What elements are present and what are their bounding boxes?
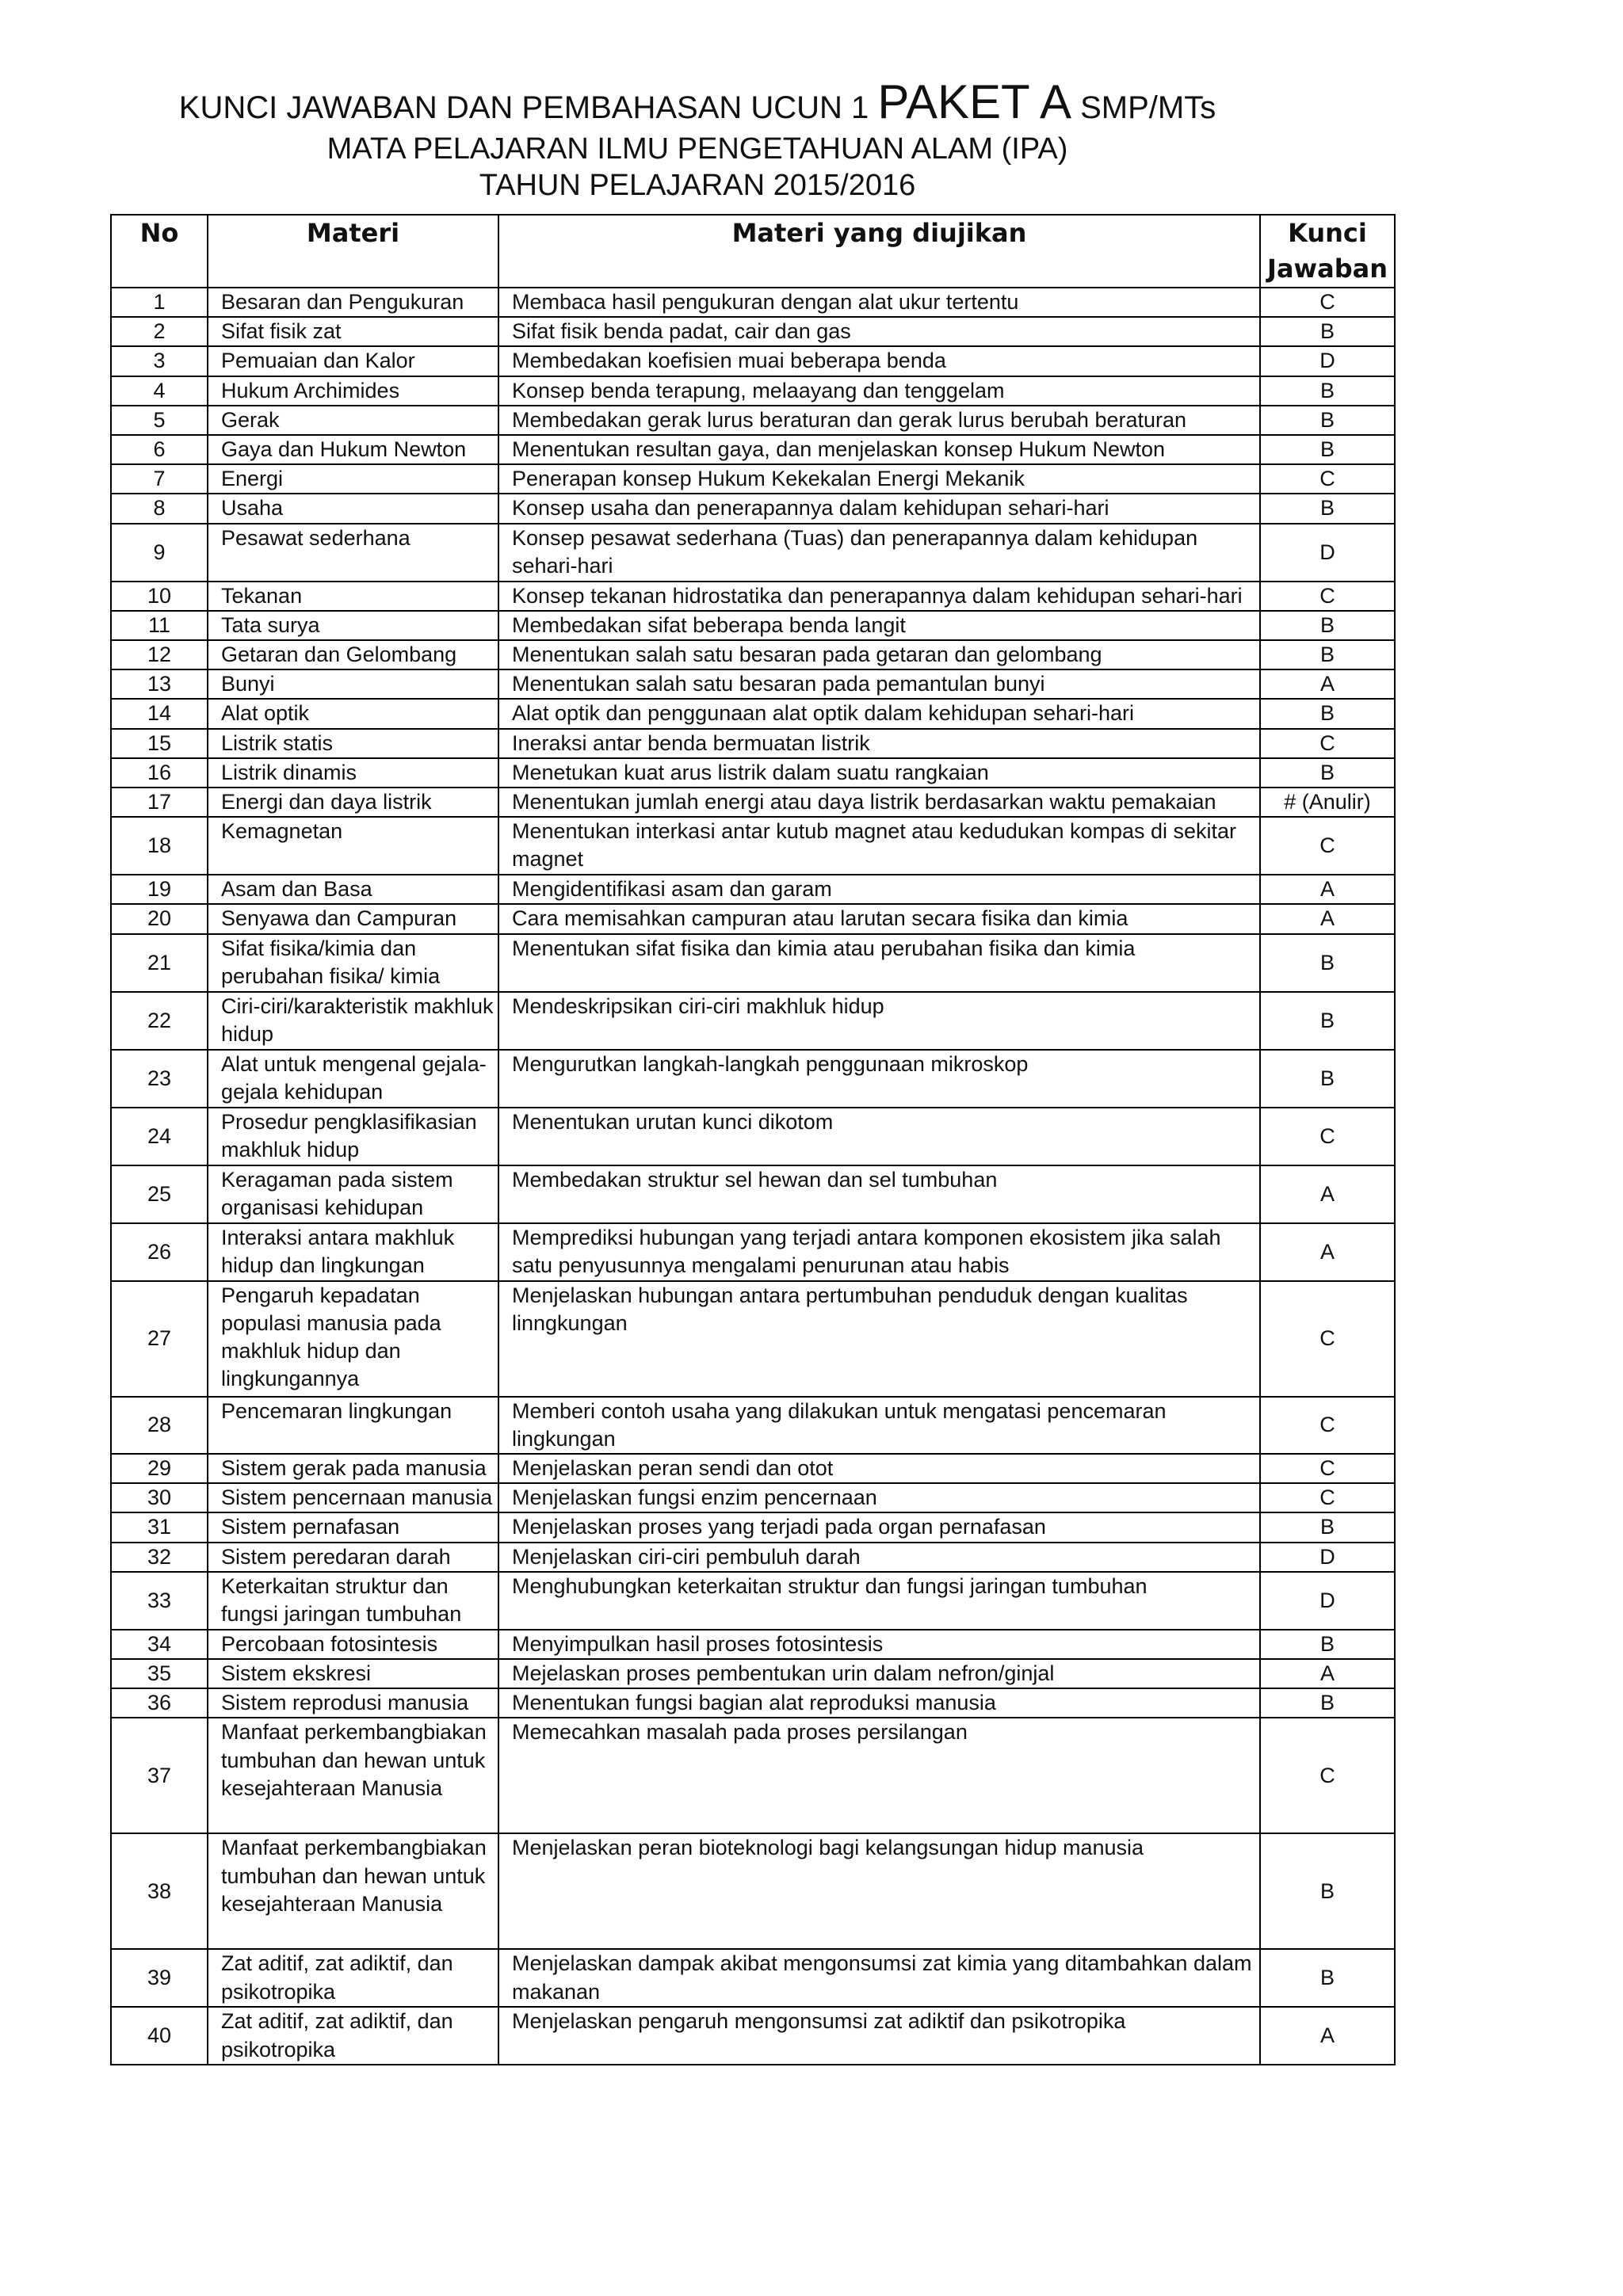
row-number: 10: [111, 582, 208, 611]
row-materi-diujikan: Konsep tekanan hidrostatika dan penerapannya dalam kehidupan sehari-hari: [498, 582, 1260, 611]
row-number: 37: [111, 1718, 208, 1833]
table-row: [111, 934, 1395, 992]
row-kunci-jawaban: C: [1260, 1718, 1395, 1833]
row-materi: Pengaruh kepadatan populasi manusia pada makhluk hidup dan lingkungannya: [208, 1281, 498, 1397]
row-materi-diujikan: Menjelaskan dampak akibat mengonsumsi zat kimia yang ditambahkan dalam makanan: [498, 1949, 1260, 2007]
row-materi-diujikan: Penerapan konsep Hukum Kekekalan Energi Mekanik: [498, 464, 1260, 494]
title-line-2: MATA PELAJARAN ILMU PENGETAHUAN ALAM (IPA): [327, 132, 1068, 166]
row-kunci-jawaban: C: [1260, 729, 1395, 758]
row-kunci-jawaban: C: [1260, 1483, 1395, 1512]
row-materi: Sistem ekskresi: [208, 1659, 498, 1688]
row-number: 33: [111, 1572, 208, 1630]
row-materi: Sistem pernafasan: [208, 1512, 498, 1542]
row-number: 23: [111, 1050, 208, 1108]
row-kunci-jawaban: B: [1260, 1688, 1395, 1718]
row-materi-diujikan: Menentukan jumlah energi atau daya listrik berdasarkan waktu pemakaian: [498, 788, 1260, 817]
row-materi-diujikan: Membedakan struktur sel hewan dan sel tumbuhan: [498, 1165, 1260, 1223]
row-kunci-jawaban: B: [1260, 699, 1395, 728]
row-materi-diujikan: Menentukan sifat fisika dan kimia atau perubahan fisika dan kimia: [498, 934, 1260, 992]
row-kunci-jawaban: B: [1260, 1833, 1395, 1949]
table-row: [111, 1833, 1395, 1949]
table-row: [111, 582, 1395, 611]
row-materi-diujikan: Menjelaskan hubungan antara pertumbuhan penduduk dengan kualitas linngkungan: [498, 1281, 1260, 1397]
row-number: 8: [111, 494, 208, 523]
row-materi-diujikan: Menjelaskan ciri-ciri pembuluh darah: [498, 1543, 1260, 1572]
row-materi-diujikan: Memprediksi hubungan yang terjadi antara komponen ekosistem jika salah satu penyusunnya mengalami penurunan atau habis: [498, 1223, 1260, 1281]
row-number: 16: [111, 758, 208, 788]
row-materi: Senyawa dan Campuran: [208, 904, 498, 933]
row-materi-diujikan: Menjelaskan fungsi enzim pencernaan: [498, 1483, 1260, 1512]
table-row: [111, 2007, 1395, 2065]
row-materi: Gerak: [208, 406, 498, 435]
row-number: 27: [111, 1281, 208, 1397]
row-materi-diujikan: Menjelaskan peran bioteknologi bagi kelangsungan hidup manusia: [498, 1833, 1260, 1949]
row-materi-diujikan: Konsep usaha dan penerapannya dalam kehidupan sehari-hari: [498, 494, 1260, 523]
table-row: [111, 992, 1395, 1050]
table-row: [111, 758, 1395, 788]
row-materi-diujikan: Menghubungkan keterkaitan struktur dan fungsi jaringan tumbuhan: [498, 1572, 1260, 1630]
table-row: [111, 1718, 1395, 1833]
table-header-row: [111, 215, 1395, 288]
row-materi-diujikan: Cara memisahkan campuran atau larutan secara fisika dan kimia: [498, 904, 1260, 933]
row-materi: Alat optik: [208, 699, 498, 728]
row-materi-diujikan: Konsep pesawat sederhana (Tuas) dan penerapannya dalam kehidupan sehari-hari: [498, 524, 1260, 582]
title-line-3: TAHUN PELAJARAN 2015/2016: [479, 169, 916, 202]
table-row: [111, 376, 1395, 406]
row-number: 14: [111, 699, 208, 728]
row-kunci-jawaban: C: [1260, 1281, 1395, 1397]
table-row: [111, 611, 1395, 640]
row-kunci-jawaban: B: [1260, 992, 1395, 1050]
row-materi-diujikan: Menetukan kuat arus listrik dalam suatu rangkaian: [498, 758, 1260, 788]
row-kunci-jawaban: A: [1260, 1659, 1395, 1688]
row-materi-diujikan: Mengurutkan langkah-langkah penggunaan mikroskop: [498, 1050, 1260, 1108]
table-row: [111, 524, 1395, 582]
row-materi: Alat untuk mengenal gejala-gejala kehidupan: [208, 1050, 498, 1108]
row-kunci-jawaban: B: [1260, 1949, 1395, 2007]
table-row: [111, 1483, 1395, 1512]
table-row: [111, 1165, 1395, 1223]
row-number: 6: [111, 435, 208, 464]
row-materi: Energi: [208, 464, 498, 494]
paket-label: PAKET A: [877, 75, 1071, 128]
row-number: 17: [111, 788, 208, 817]
table-row: [111, 406, 1395, 435]
row-materi-diujikan: Menjelaskan pengaruh mengonsumsi zat adiktif dan psikotropika: [498, 2007, 1260, 2065]
table-row: [111, 1543, 1395, 1572]
row-number: 1: [111, 288, 208, 317]
row-number: 32: [111, 1543, 208, 1572]
row-materi-diujikan: Ineraksi antar benda bermuatan listrik: [498, 729, 1260, 758]
table-row: [111, 1688, 1395, 1718]
row-number: 15: [111, 729, 208, 758]
row-number: 11: [111, 611, 208, 640]
row-materi-diujikan: Mengidentifikasi asam dan garam: [498, 875, 1260, 904]
row-kunci-jawaban: D: [1260, 1572, 1395, 1630]
row-number: 24: [111, 1108, 208, 1165]
row-number: 12: [111, 640, 208, 669]
row-number: 22: [111, 992, 208, 1050]
row-materi: Sistem reprodusi manusia: [208, 1688, 498, 1718]
document-header: [111, 75, 1284, 204]
row-materi: Gaya dan Hukum Newton: [208, 435, 498, 464]
row-kunci-jawaban: D: [1260, 524, 1395, 582]
row-materi-diujikan: Menjelaskan proses yang terjadi pada organ pernafasan: [498, 1512, 1260, 1542]
row-materi: Pemuaian dan Kalor: [208, 346, 498, 376]
row-materi-diujikan: Menentukan fungsi bagian alat reproduksi manusia: [498, 1688, 1260, 1718]
table-row: [111, 346, 1395, 376]
table-row: [111, 317, 1395, 346]
table-row: [111, 1223, 1395, 1281]
header-materi-diujikan: Materi yang diujikan: [498, 215, 1260, 288]
table-row: [111, 788, 1395, 817]
row-materi-diujikan: Menentukan salah satu besaran pada getaran dan gelombang: [498, 640, 1260, 669]
row-materi: Sistem pencernaan manusia: [208, 1483, 498, 1512]
row-kunci-jawaban: C: [1260, 464, 1395, 494]
row-kunci-jawaban: A: [1260, 875, 1395, 904]
table-row: [111, 1949, 1395, 2007]
row-number: 26: [111, 1223, 208, 1281]
title-line-1: [111, 75, 1284, 131]
row-materi: Sifat fisik zat: [208, 317, 498, 346]
row-materi-diujikan: Menentukan interkasi antar kutub magnet atau kedudukan kompas di sekitar magnet: [498, 817, 1260, 875]
row-materi-diujikan: Menentukan resultan gaya, dan menjelaskan konsep Hukum Newton: [498, 435, 1260, 464]
row-number: 18: [111, 817, 208, 875]
row-materi: Keragaman pada sistem organisasi kehidupan: [208, 1165, 498, 1223]
table-row: [111, 729, 1395, 758]
table-row: [111, 875, 1395, 904]
row-materi-diujikan: Alat optik dan penggunaan alat optik dalam kehidupan sehari-hari: [498, 699, 1260, 728]
row-materi: Besaran dan Pengukuran: [208, 288, 498, 317]
row-materi: Ciri-ciri/karakteristik makhluk hidup: [208, 992, 498, 1050]
row-materi: Getaran dan Gelombang: [208, 640, 498, 669]
row-number: 40: [111, 2007, 208, 2065]
row-materi: Asam dan Basa: [208, 875, 498, 904]
table-row: [111, 1108, 1395, 1165]
table-row: [111, 1397, 1395, 1454]
row-materi: Zat aditif, zat adiktif, dan psikotropika: [208, 2007, 498, 2065]
row-materi-diujikan: Menentukan urutan kunci dikotom: [498, 1108, 1260, 1165]
row-kunci-jawaban: A: [1260, 904, 1395, 933]
row-number: 34: [111, 1630, 208, 1659]
row-materi-diujikan: Memberi contoh usaha yang dilakukan untuk mengatasi pencemaran lingkungan: [498, 1397, 1260, 1454]
row-kunci-jawaban: A: [1260, 669, 1395, 699]
row-kunci-jawaban: # (Anulir): [1260, 788, 1395, 817]
header-materi: Materi: [208, 215, 498, 288]
row-materi: Energi dan daya listrik: [208, 788, 498, 817]
table-row: [111, 1050, 1395, 1108]
row-kunci-jawaban: B: [1260, 1512, 1395, 1542]
header-no: No: [111, 215, 208, 288]
row-kunci-jawaban: A: [1260, 1223, 1395, 1281]
row-number: 39: [111, 1949, 208, 2007]
row-kunci-jawaban: B: [1260, 640, 1395, 669]
row-number: 4: [111, 376, 208, 406]
row-kunci-jawaban: A: [1260, 2007, 1395, 2065]
row-materi: Tata surya: [208, 611, 498, 640]
row-materi: Sistem peredaran darah: [208, 1543, 498, 1572]
row-materi-diujikan: Membedakan sifat beberapa benda langit: [498, 611, 1260, 640]
row-kunci-jawaban: C: [1260, 817, 1395, 875]
row-kunci-jawaban: B: [1260, 494, 1395, 523]
row-kunci-jawaban: A: [1260, 1165, 1395, 1223]
row-kunci-jawaban: B: [1260, 1630, 1395, 1659]
table-row: [111, 640, 1395, 669]
row-materi: Listrik statis: [208, 729, 498, 758]
row-materi: Sistem gerak pada manusia: [208, 1454, 498, 1483]
row-kunci-jawaban: D: [1260, 346, 1395, 376]
table-row: [111, 817, 1395, 875]
row-materi-diujikan: Menjelaskan peran sendi dan otot: [498, 1454, 1260, 1483]
table-row: [111, 1659, 1395, 1688]
table-row: [111, 669, 1395, 699]
row-materi: Percobaan fotosintesis: [208, 1630, 498, 1659]
row-materi: Sifat fisika/kimia dan perubahan fisika/ kimia: [208, 934, 498, 992]
table-row: [111, 494, 1395, 523]
row-number: 2: [111, 317, 208, 346]
row-kunci-jawaban: C: [1260, 1454, 1395, 1483]
row-materi: Bunyi: [208, 669, 498, 699]
row-materi-diujikan: Mejelaskan proses pembentukan urin dalam nefron/ginjal: [498, 1659, 1260, 1688]
row-materi: Tekanan: [208, 582, 498, 611]
row-kunci-jawaban: B: [1260, 317, 1395, 346]
row-number: 35: [111, 1659, 208, 1688]
row-materi: Usaha: [208, 494, 498, 523]
row-kunci-jawaban: B: [1260, 435, 1395, 464]
row-kunci-jawaban: B: [1260, 934, 1395, 992]
row-materi-diujikan: Membedakan koefisien muai beberapa benda: [498, 346, 1260, 376]
row-kunci-jawaban: B: [1260, 758, 1395, 788]
header-kunci-jawaban: Kunci Jawaban: [1260, 215, 1395, 288]
row-number: 38: [111, 1833, 208, 1949]
row-number: 19: [111, 875, 208, 904]
row-kunci-jawaban: B: [1260, 406, 1395, 435]
table-row: [111, 1281, 1395, 1397]
row-materi: Kemagnetan: [208, 817, 498, 875]
row-kunci-jawaban: B: [1260, 1050, 1395, 1108]
row-number: 28: [111, 1397, 208, 1454]
row-materi: Manfaat perkembangbiakan tumbuhan dan hewan untuk kesejahteraan Manusia: [208, 1718, 498, 1833]
row-materi: Interaksi antara makhluk hidup dan lingkungan: [208, 1223, 498, 1281]
row-number: 25: [111, 1165, 208, 1223]
row-number: 21: [111, 934, 208, 992]
row-materi-diujikan: Konsep benda terapung, melaayang dan tenggelam: [498, 376, 1260, 406]
row-materi: Pesawat sederhana: [208, 524, 498, 582]
row-kunci-jawaban: D: [1260, 1543, 1395, 1572]
row-materi: Pencemaran lingkungan: [208, 1397, 498, 1454]
table-row: [111, 1454, 1395, 1483]
row-kunci-jawaban: C: [1260, 582, 1395, 611]
table-row: [111, 1572, 1395, 1630]
row-materi: Keterkaitan struktur dan fungsi jaringan tumbuhan: [208, 1572, 498, 1630]
title-suffix: SMP/MTs: [1071, 90, 1216, 125]
row-number: 31: [111, 1512, 208, 1542]
row-number: 30: [111, 1483, 208, 1512]
title-prefix: KUNCI JAWABAN DAN PEMBAHASAN UCUN 1: [178, 90, 878, 125]
table-row: [111, 1630, 1395, 1659]
row-materi-diujikan: Sifat fisik benda padat, cair dan gas: [498, 317, 1260, 346]
table-row: [111, 435, 1395, 464]
row-materi: Hukum Archimides: [208, 376, 498, 406]
row-number: 3: [111, 346, 208, 376]
row-materi-diujikan: Membaca hasil pengukuran dengan alat ukur tertentu: [498, 288, 1260, 317]
table-row: [111, 288, 1395, 317]
row-number: 20: [111, 904, 208, 933]
row-materi: Zat aditif, zat adiktif, dan psikotropika: [208, 1949, 498, 2007]
row-materi-diujikan: Memecahkan masalah pada proses persilangan: [498, 1718, 1260, 1833]
row-materi-diujikan: Mendeskripsikan ciri-ciri makhluk hidup: [498, 992, 1260, 1050]
row-materi: Listrik dinamis: [208, 758, 498, 788]
row-number: 9: [111, 524, 208, 582]
row-materi-diujikan: Membedakan gerak lurus beraturan dan gerak lurus berubah beraturan: [498, 406, 1260, 435]
row-materi-diujikan: Menyimpulkan hasil proses fotosintesis: [498, 1630, 1260, 1659]
row-materi: Manfaat perkembangbiakan tumbuhan dan hewan untuk kesejahteraan Manusia: [208, 1833, 498, 1949]
row-materi: Prosedur pengklasifikasian makhluk hidup: [208, 1108, 498, 1165]
row-number: 36: [111, 1688, 208, 1718]
row-kunci-jawaban: B: [1260, 376, 1395, 406]
row-kunci-jawaban: B: [1260, 611, 1395, 640]
row-kunci-jawaban: C: [1260, 1108, 1395, 1165]
row-kunci-jawaban: C: [1260, 288, 1395, 317]
row-number: 29: [111, 1454, 208, 1483]
table-row: [111, 464, 1395, 494]
table-row: [111, 699, 1395, 728]
row-number: 13: [111, 669, 208, 699]
row-kunci-jawaban: C: [1260, 1397, 1395, 1454]
table-row: [111, 1512, 1395, 1542]
row-materi-diujikan: Menentukan salah satu besaran pada pemantulan bunyi: [498, 669, 1260, 699]
row-number: 5: [111, 406, 208, 435]
row-number: 7: [111, 464, 208, 494]
answer-key-table: [110, 214, 1396, 2065]
table-row: [111, 904, 1395, 933]
